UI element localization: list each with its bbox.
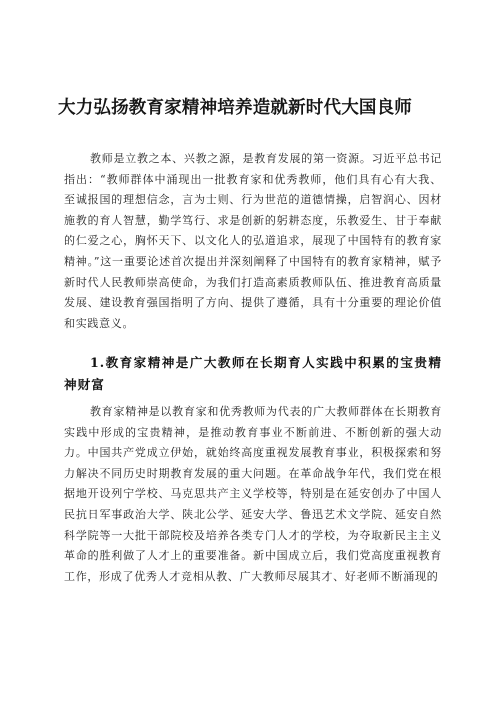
section-1-paragraph: 教育家精神是以教育家和优秀教师为代表的广大教师群体在长期教育实践中形成的宝贵精神，是推动教育事业不断前进、不断创新的强大动力。中国共产党成立伊始，就始终高度重视发展教育事业，积极探索和努力解决不同历史时期教育发展的重大问题。在革命战争年代，我们党在根据地开设列宁学校、马克思共产主义学校等，特别是在延安创办了中国人民抗日军事政治大学、陕北公学、延安大学、鲁迅艺术文学院、延安自然科学院等一大批干部院校及培养各类专门人才的学校，为夺取新民主主义革命的胜利做了人才上的重要准备。新中国成立后，我们党高度重视教育工作，形成了优秀人才竞相从教、广大教师尽展其才、好老师不断涌现的 [64, 405, 442, 583]
intro-paragraph: 教师是立教之本、兴教之源，是教育发展的第一资源。习近平总书记指出：“教师群体中涌现出一批教育家和优秀教师，他们具有心有大我、至诚报国的理想信念，言为士则、行为世范的道德情操，启智润心、因材施教的育人智慧，勤学笃行、求是创新的躬耕态度，乐教爱生、甘于奉献的仁爱之心，胸怀天下、以文化人的弘道追求，展现了中国特有的教育家精神。”这一重要论述首次提出并深刻阐释了中国特有的教育家精神，赋予新时代人民教师崇高使命，为我们打造高素质教师队伍、推进教育高质量发展、建设教育强国指明了方向、提供了遵循，具有十分重要的理论价值和实践意义。 [64, 152, 442, 330]
document-title: 大力弘扬教育家精神培养造就新时代大国良师 [58, 98, 412, 118]
section-heading-1: 1.教育家精神是广大教师在长期育人实践中积累的宝贵精神财富 [64, 355, 442, 392]
